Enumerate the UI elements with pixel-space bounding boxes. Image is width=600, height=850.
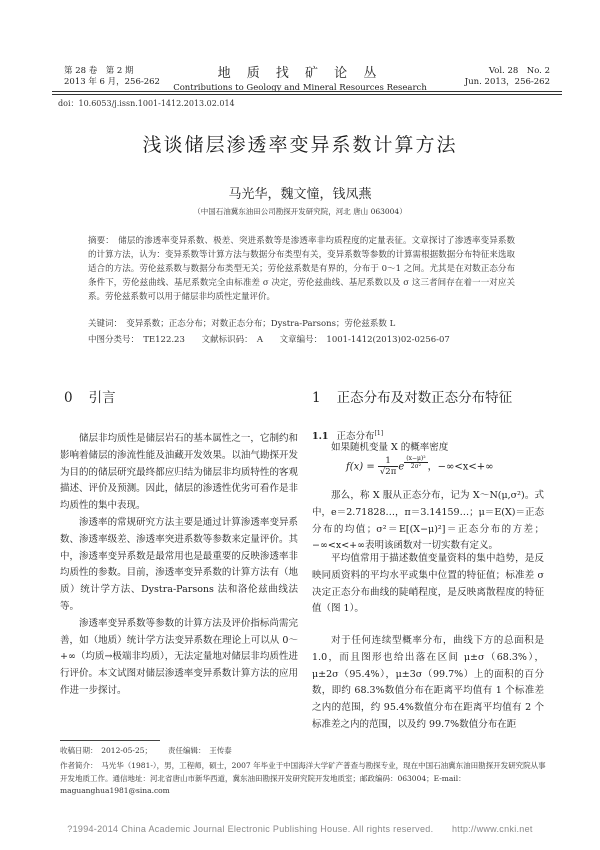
section-heading-introduction (64, 386, 116, 406)
formula-exponent: (x−μ)² 2σ² (406, 455, 426, 470)
paragraph: 渗透率变异系数等参数的计算方法及评价指标尚需完善，如（地质）统计学方法变异系数在理论上可以从 0～+∞（均质→极端非均质），无法定量地对储层非均质性进行评价。本文试图对储层渗透率变异系数计算方法的应用作进一步探讨。 (60, 617, 298, 696)
clc-number: 中图分类号： TE122.23 (88, 335, 185, 345)
left-column (60, 431, 298, 700)
affiliation: （中国石油冀东油田公司勘探开发研究院，河北 唐山 063004） (193, 207, 407, 216)
volume-issue-en: Vol. 28 No. 2 (488, 66, 550, 76)
right-paragraph-3 (312, 633, 544, 734)
paragraph: 那么，称 X 服从正态分布，记为 X～N(μ,σ²)。式中，e＝2.71828…，π＝3.14159…；μ＝E(X)＝正态分布的均值；σ²＝E[(X−μ)²]＝正态分布的方差；−∞<x<+∞表明该函数对一切实数有定义。 (312, 490, 544, 552)
classification (88, 333, 515, 345)
header-rule-thin (52, 94, 562, 95)
abstract: 摘要： 储层的渗透率变异系数、极差、突进系数等是渗透率非均质程度的定量表征。文章探讨了渗透率变异系数的计算方法，认为：变异系数等计算方法与数据分布类型有关，变异系数等参数的计算需根据数据分布特征来选取适合的方法。劳伦兹系数与数据分布类型无关；劳伦兹系数是有界的，分布于 0～1 之间。尤其是在对数正态分布条件下，劳伦兹曲线、基尼系数完全由标准差 σ 决定，劳伦兹曲线、基尼系数以及 σ 这三者间存在着一一对应关系。劳伦兹系数可以用于储层非均质性定量评价。 (88, 236, 515, 302)
volume-issue: 第 28 卷 第 2 期 (64, 66, 134, 76)
formula-coefficient: $\frac{1}{√2\pi}$ (379, 456, 397, 478)
formula-lhs: f(x) = (346, 461, 378, 473)
editor: 责任编辑： 王传泰 (168, 746, 232, 755)
footnote-rule (60, 740, 160, 741)
paragraph: 平均值常用于描述数值变量资料的集中趋势，是反映同质资料的平均水平或集中位置的特征值；标准差 σ 决定正态分布曲线的陡峭程度，是反映离散程度的特征值（图 1）。 (312, 553, 544, 615)
subsection-title: 正态分布 (336, 431, 375, 442)
formula-intro: 如果随机变量 X 的概率密度 (331, 442, 449, 453)
footnote-dates (60, 745, 546, 758)
right-paragraph-2 (312, 551, 544, 618)
copyright-footer: ?1994-2014 China Academic Journal Electronic Publishing House. All rights reserved. http://www.cnki.net (67, 824, 533, 834)
journal-name-cn: 地 质 找 矿 论 丛 (217, 66, 383, 81)
normal-pdf-formula: f(x) = $\frac{1}{√2\pi}$ e $^{\frac{\text{(x−μ)²}}{\text{2σ²}}}$ ，−∞<x<+∞ (346, 455, 494, 478)
section-heading-distribution (312, 386, 512, 406)
author-bio: 作者简介： 马光华（1981-），男，工程师，硕士，2007 年毕业于中国海洋大学矿产普查与勘探专业，现在中国石油冀东油田勘探开发研究院从事开发地质工作。通信地址：河北省唐山市新华西道，冀东油田勘探开发研究院开发地质室；邮政编码：063004；E-mail：maguanghua1981@sina.com (60, 761, 546, 795)
subsection-number: 1.1 (312, 431, 329, 442)
paragraph: 储层非均质性是储层岩石的基本属性之一，它制约和影响着储层的渗流性能及油藏开发效果。以油气勘探开发为目的的储层研究最终都应归结为储层非均质特性的客观描述、评价及预测。因此，储层的渗透性优劣可看作是非均质性的集中表现。 (60, 433, 298, 512)
document-code: 文献标识码： A (201, 335, 263, 345)
section-title: 正态分布及对数正态分布特征 (336, 390, 513, 406)
date-pages: 2013 年 6 月，256-262 (64, 77, 160, 87)
paragraph: 渗透率的常规研究方法主要是通过计算渗透率变异系数、渗透率级差、渗透率突进系数等参数来定量评价。其中，渗透率变异系数是最常用也是最重要的反映渗透率非均质性的参数。目前，渗透率变异系数的计算方法有（地质）统计学方法、Dystra-Parsons 法和洛伦兹曲线法等。 (60, 516, 298, 612)
header-rule-thick (52, 91, 562, 92)
paper-title: 浅谈储层渗透率变异系数计算方法 (142, 134, 458, 156)
journal-volume-info-en (465, 66, 550, 88)
section-title: 引言 (88, 390, 116, 406)
article-number: 文章编号： 1001-1412(2013)02-0256-07 (279, 335, 450, 345)
date-pages-en: Jun. 2013，256-262 (464, 77, 550, 87)
right-paragraph-1 (312, 488, 544, 555)
formula-domain: ，−∞<x<+∞ (427, 461, 494, 473)
doi: doi：10.6053/j.issn.1001-1412.2013.02.014 (58, 99, 235, 108)
paragraph: 对于任何连续型概率分布，曲线下方的总面积是 1.0，而且图形也给出落在区间 μ±σ（68.3%），μ±2σ（95.4%），μ±3σ（99.7%）上的面积的百分数，即约 68.3%数值分布在距离平均值有 1 个标准差之内的范围，约 95.4%数值分布在距离平均值有 2 个标准差之内的范围，以及约 99.7%数值分布在距 (312, 635, 544, 730)
section-number: 1 (312, 390, 321, 406)
journal-name-en: Contributions to Geology and Mineral Resources Research (173, 83, 427, 93)
received-date: 收稿日期： 2012-05-25； (60, 746, 152, 755)
citation-ref: [1] (374, 429, 384, 437)
authors: 马光华，魏文憧，钱凤燕 (228, 187, 372, 202)
section-number: 0 (64, 390, 73, 406)
keywords: 关键词： 变异系数；正态分布；对数正态分布；Dystra-Parsons；劳伦兹系数 L (88, 319, 396, 329)
